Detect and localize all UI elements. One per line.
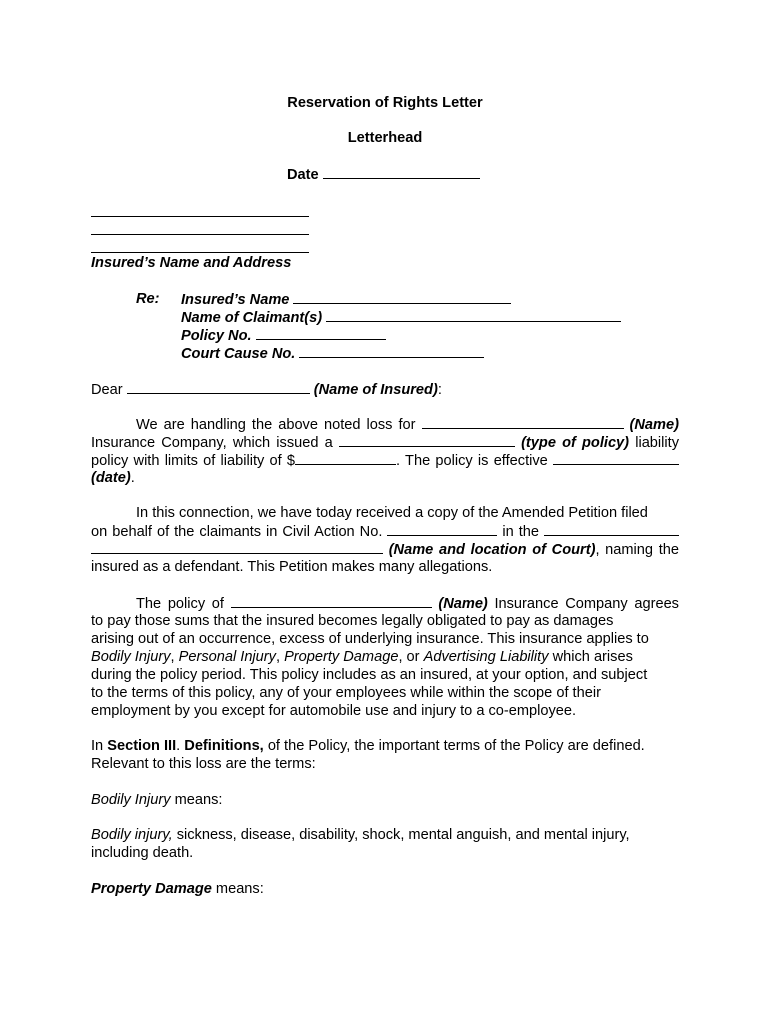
- property-damage-heading: Property Damage means:: [91, 881, 264, 897]
- p4-line-1: In Section III. Definitions, of the Policy, the important terms of the Policy are defined.: [91, 738, 645, 754]
- address-line-3[interactable]: [91, 252, 309, 253]
- p1-effective-blank[interactable]: [553, 451, 679, 465]
- p2-line-3: (Name and location of Court), naming the: [91, 540, 679, 559]
- court-cause-blank[interactable]: [299, 344, 484, 358]
- p1-limits-blank[interactable]: [295, 451, 396, 465]
- re-policy-no: Policy No.: [181, 326, 386, 345]
- address-line-2[interactable]: [91, 234, 309, 235]
- p2-line-1: In this connection, we have today received a copy of the Amended Petition filed: [136, 505, 648, 521]
- address-line-1[interactable]: [91, 216, 309, 217]
- p1-line-3: policy with limits of liability of $ . The policy is effective: [91, 451, 679, 470]
- p3-line-5: during the policy period. This policy includes as an insured, at your option, and subject: [91, 667, 648, 683]
- dear-blank[interactable]: [127, 380, 310, 394]
- p2-action-blank[interactable]: [387, 522, 497, 536]
- date-blank[interactable]: [323, 165, 480, 179]
- p2-line-4: insured as a defendant. This Petition makes many allegations.: [91, 559, 493, 575]
- section-ref: Section III: [107, 738, 177, 754]
- p1-line-2: Insurance Company, which issued a (type of policy) liability: [91, 435, 679, 451]
- date-line: [287, 165, 480, 184]
- insured-name-blank[interactable]: [293, 290, 511, 304]
- p2-court-blank-1[interactable]: [544, 522, 679, 536]
- p3-line-2: to pay those sums that the insured becomes legally obligated to pay as damages: [91, 613, 614, 629]
- re-insured-name: Insured’s Name: [181, 290, 511, 309]
- re-label: Re:: [136, 291, 160, 307]
- re-court-cause-no: Court Cause No.: [181, 344, 484, 363]
- p3-line-1: The policy of (Name) Insurance Company agrees: [136, 596, 679, 612]
- document-title: Reservation of Rights Letter: [287, 95, 483, 111]
- p3-line-3: arising out of an occurrence, excess of underlying insurance. This insurance applies to: [91, 631, 649, 647]
- p1-type-blank[interactable]: [339, 433, 515, 447]
- p2-line-2: on behalf of the claimants in Civil Action No. in the: [91, 522, 679, 541]
- re-claimants: Name of Claimant(s): [181, 308, 621, 327]
- p4-line-2: Relevant to this loss are the terms:: [91, 756, 316, 772]
- date-label: Date: [287, 167, 319, 183]
- p3-name-blank[interactable]: [231, 594, 432, 608]
- p3-line-4: Bodily Injury, Personal Injury, Property Damage, or Advertising Liability which arises: [91, 649, 633, 665]
- claimants-blank[interactable]: [326, 308, 621, 322]
- p2-court-blank-2[interactable]: [91, 540, 383, 554]
- p3-line-7: employment by you except for automobile use and injury to a co-employee.: [91, 703, 577, 719]
- insured-block-label: Insured’s Name and Address: [91, 255, 292, 271]
- bodily-injury-heading: Bodily Injury means:: [91, 792, 223, 808]
- p6-line-1: Bodily injury, sickness, disease, disability, shock, mental anguish, and mental injury,: [91, 827, 630, 843]
- letterhead-label: Letterhead: [347, 130, 423, 146]
- p1-name-blank[interactable]: [422, 415, 624, 429]
- policy-no-blank[interactable]: [256, 326, 386, 340]
- salutation: Dear (Name of Insured):: [91, 382, 442, 398]
- p3-line-6: to the terms of this policy, any of your employees while within the scope of their: [91, 685, 601, 701]
- p1-line-1: We are handling the above noted loss for (Name): [136, 417, 679, 433]
- p1-line-4: (date).: [91, 470, 135, 486]
- p6-line-2: including death.: [91, 845, 194, 861]
